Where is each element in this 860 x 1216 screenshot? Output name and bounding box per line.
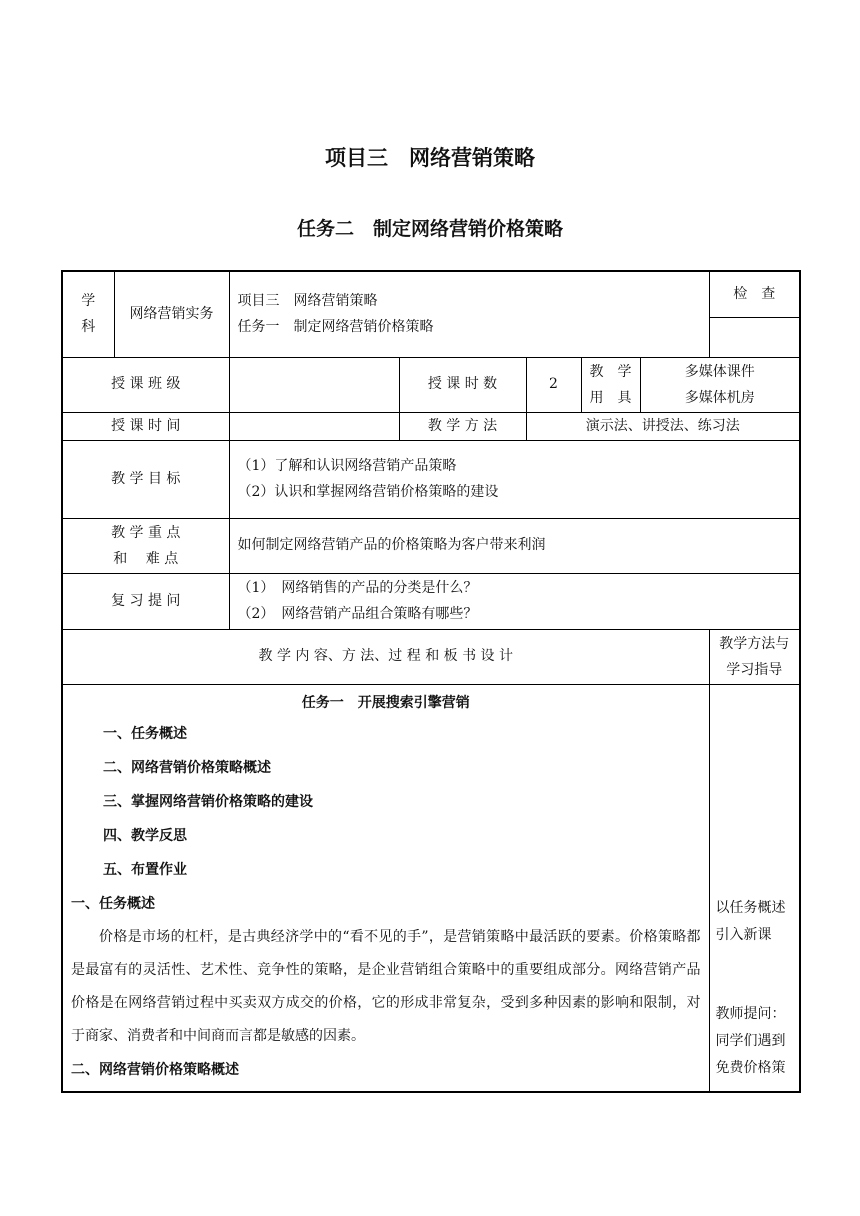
- class-label: 授 课 班 级: [62, 357, 229, 412]
- review-cell: [229, 573, 800, 629]
- project-task-cell: [229, 271, 709, 357]
- tools-label-2: 用 具: [589, 389, 632, 406]
- lesson-plan-table: [61, 270, 801, 1093]
- keypoints-label-1: 教 学 重 点: [111, 524, 181, 541]
- side-note: 同学们遇到: [715, 1032, 786, 1049]
- toc-item: 三、掌握网络营销价格策略的建设: [103, 793, 313, 810]
- toc-item: 二、网络营销价格策略概述: [103, 759, 271, 776]
- body-paragraph: 价格是市场的杠杆，是古典经济学中的“看不见的手”，是营销策略中最活跃的要素。价格策略都是最富有的灵活性、艺术性、竞争性的策略，是企业营销组合策略中的重要组成部分。网络营销产品价格是在网络营销过程中买卖双方成交的价格，它的形成非常复杂，受到多种因素的影响和限制，对于商家、消费者和中间商而言都是敏感的因素。: [71, 928, 701, 1044]
- time-value: [229, 412, 399, 440]
- hours-label: 授 课 时 数: [399, 357, 526, 412]
- side-header-1: 教学方法与: [719, 635, 790, 652]
- subject-label-cell: 学 科: [62, 271, 114, 357]
- review-label: 复 习 提 问: [62, 573, 229, 629]
- goal-item: （1）了解和认识网络营销产品策略: [237, 458, 457, 474]
- side-note: 教师提问：: [715, 1005, 786, 1022]
- side-header-2: 学习指导: [726, 661, 783, 678]
- keypoints-value: 如何制定网络营销产品的价格策略为客户带来利润: [229, 518, 800, 573]
- side-notes-cell: [709, 684, 800, 1092]
- method-label: 教 学 方 法: [399, 412, 526, 440]
- side-note: 免费价格策: [715, 1059, 786, 1076]
- content-cell: [62, 684, 709, 1092]
- class-value: [229, 357, 399, 412]
- design-header: 教 学 内 容、方 法、过 程 和 板 书 设 计: [62, 629, 709, 684]
- check-label: 检 查: [709, 271, 800, 317]
- method-value: 演示法、讲授法、练习法: [526, 412, 800, 440]
- tools-label-1: 教 学: [589, 363, 632, 380]
- task-heading: 任务一 开展搜索引擎营销: [301, 694, 470, 711]
- side-note: 以任务概述: [715, 899, 786, 916]
- time-label: 授 课 时 间: [62, 412, 229, 440]
- toc-item: 一、任务概述: [103, 725, 187, 742]
- goal-item: （2）认识和掌握网络营销价格策略的建设: [237, 484, 499, 500]
- hours-value: 2: [526, 357, 581, 412]
- check-box-cell: [709, 317, 800, 357]
- goals-cell: [229, 440, 800, 518]
- toc-item: 五、布置作业: [103, 861, 187, 878]
- section-heading: 二、网络营销价格策略概述: [71, 1061, 239, 1078]
- review-item: （1） 网络销售的产品的分类是什么？: [237, 580, 478, 596]
- side-header-cell: [709, 629, 800, 684]
- toc-item: 四、教学反思: [103, 827, 187, 844]
- tools-value-1: 多媒体课件: [684, 363, 755, 380]
- review-item: （2） 网络营销产品组合策略有哪些？: [237, 606, 478, 622]
- side-note: 引入新课: [715, 926, 772, 943]
- goals-label: 教 学 目 标: [62, 440, 229, 518]
- page-title: 项目三 网络营销策略: [325, 146, 535, 170]
- tools-label-cell: [581, 357, 640, 412]
- keypoints-label-2: 和 难 点: [113, 550, 179, 567]
- course-name: 网络营销实务: [114, 271, 229, 357]
- task-line: 任务一 制定网络营销价格策略: [237, 319, 434, 336]
- page-subtitle: 任务二 制定网络营销价格策略: [296, 218, 563, 240]
- project-line: 项目三 网络营销策略: [237, 293, 378, 310]
- tools-value-2: 多媒体机房: [684, 389, 755, 406]
- section-heading: 一、任务概述: [71, 895, 155, 912]
- tools-value-cell: [640, 357, 800, 412]
- keypoints-label-cell: [62, 518, 229, 573]
